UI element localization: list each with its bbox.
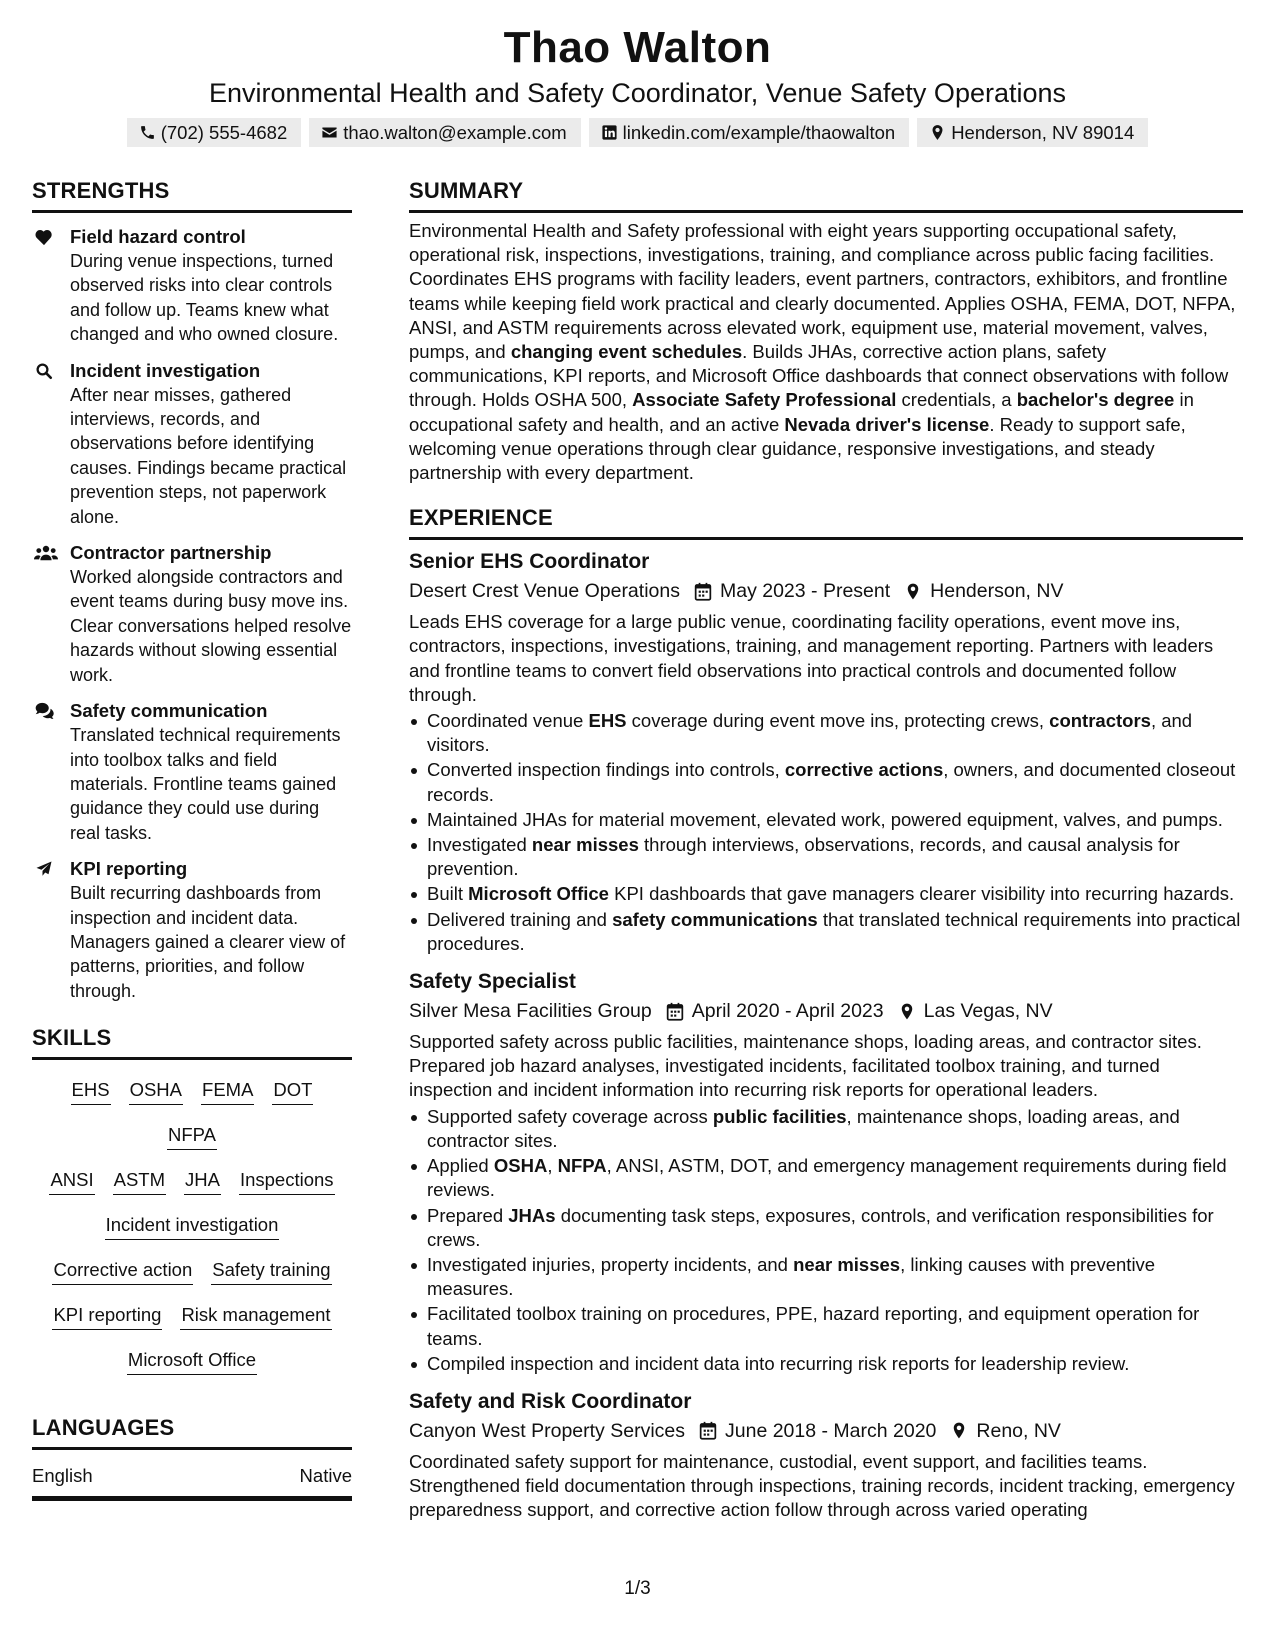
skills-row — [32, 1203, 352, 1248]
strength-title: Safety communication — [70, 700, 268, 722]
job-dates: June 2018 - March 2020 — [725, 1419, 937, 1442]
strength-title: Contractor partnership — [70, 542, 272, 564]
summary-text — [409, 219, 1243, 485]
summary-segment: . Builds JHAs, corrective action plans, safety communications, KPI reports, and Microsoft Office dashboards that connect observations with follow through. Holds OSHA 500, — [409, 341, 1229, 411]
bullet-highlight: public facilities — [712, 1105, 847, 1127]
summary-segment: . Ready to support safe, welcoming venue operations through clear guidance, responsive investigations, and steady partnership with every department. — [409, 413, 1186, 484]
job-title: Senior EHS Coordinator — [409, 550, 650, 574]
page-number: 1/3 — [624, 1578, 651, 1599]
languages-heading: LANGUAGES — [32, 1413, 352, 1450]
bullet-highlight: OSHA — [493, 1155, 548, 1177]
job-meta — [409, 1416, 1243, 1446]
skill-tag: Incident investigation — [105, 1211, 280, 1240]
location-text: Henderson, NV 89014 — [951, 121, 1135, 143]
skill-tag: KPI reporting — [52, 1301, 162, 1330]
comments-icon — [34, 702, 57, 720]
bullet-highlight: JHAs — [508, 1204, 556, 1226]
bullet-item — [409, 833, 1243, 881]
bullet-text: , ANSI, ASTM, DOT, and emergency management requirements during field reviews. — [427, 1155, 1227, 1201]
right-column — [409, 176, 1243, 1523]
contact-phone[interactable] — [127, 118, 302, 147]
phone-icon — [139, 124, 156, 141]
skill-tag: JHA — [184, 1166, 221, 1195]
candidate-title: Environmental Health and Safety Coordinator, Venue Safety Operations — [208, 78, 1067, 108]
summary-highlight: Nevada driver's license — [784, 413, 990, 435]
contact-bar — [0, 118, 1275, 147]
bullet-item — [409, 1204, 1243, 1252]
bullet-text: Converted inspection findings into controls, — [427, 759, 785, 781]
strength-item — [32, 225, 352, 347]
bullet-item — [409, 908, 1243, 956]
job-description: Supported safety across public facilities, maintenance shops, loading areas, and contractor sites. Prepared job hazard analyses, investigated incidents, facilitated toolbox training, and turned inspection and incident information into recurring risk reports for operational leaders. — [409, 1031, 1202, 1101]
contact-location — [917, 118, 1148, 147]
job-entry — [409, 1388, 1243, 1523]
skill-tag: Microsoft Office — [127, 1346, 257, 1375]
strength-item — [32, 541, 352, 687]
strength-desc: After near misses, gathered interviews, records, and observations before identifying causes. Findings became practical prevention steps, not paperwork alone. — [70, 384, 347, 527]
skills-row — [32, 1060, 352, 1158]
language-level: Native — [299, 1465, 352, 1487]
strength-desc: Worked alongside contractors and event teams during busy move ins. Clear conversations helped resolve hazards without slowing essential work. — [70, 567, 352, 685]
job-entry — [409, 968, 1243, 1376]
skill-tag: OSHA — [129, 1076, 183, 1105]
search-icon — [34, 362, 54, 380]
skill-tag: NFPA — [167, 1121, 217, 1150]
bullet-highlight: near misses — [793, 1253, 901, 1275]
bullet-text: , — [547, 1155, 558, 1177]
bullet-text: Maintained JHAs for material movement, elevated work, powered equipment, valves, and pumps. — [427, 808, 1223, 830]
skill-tag: ANSI — [49, 1166, 94, 1195]
map-pin-icon — [898, 1002, 916, 1021]
language-row — [32, 1464, 352, 1501]
skills-row — [32, 1338, 352, 1383]
email-text: thao.walton@example.com — [343, 121, 567, 143]
heart-icon — [34, 228, 54, 246]
phone-text: (702) 555-4682 — [160, 121, 288, 143]
bullet-text: Investigated injuries, property incidents, and — [427, 1253, 794, 1275]
strength-title: Field hazard control — [70, 226, 246, 247]
job-company: Canyon West Property Services — [409, 1419, 685, 1442]
bullet-text: Coordinated venue — [427, 710, 589, 732]
bullet-text: documenting task steps, exposures, controls, and verification responsibilities for crews. — [427, 1204, 1214, 1250]
bullet-highlight: contractors — [1049, 710, 1151, 732]
calendar-icon — [699, 1421, 717, 1440]
bullet-text: , maintenance shops, loading areas, and contractor sites. — [427, 1105, 1180, 1151]
strength-desc: Built recurring dashboards from inspection and incident data. Managers gained a clearer view of patterns, priorities, and follow through. — [70, 883, 346, 1001]
bullet-text: Applied — [427, 1155, 494, 1177]
skills-row — [32, 1293, 352, 1338]
left-column — [32, 176, 352, 1523]
calendar-icon — [694, 582, 712, 601]
contact-email[interactable] — [309, 118, 580, 147]
summary-segment: credentials, a — [896, 389, 1017, 411]
bullet-highlight: EHS — [588, 710, 627, 732]
linkedin-icon — [601, 124, 618, 141]
job-location: Las Vegas, NV — [923, 1000, 1053, 1023]
strengths-list — [32, 225, 352, 1003]
bullet-item — [409, 709, 1243, 757]
job-bullets — [409, 1105, 1243, 1376]
users-icon — [34, 544, 58, 562]
job-description: Leads EHS coverage for a large public venue, coordinating facility operations, event move ins, contractors, inspections, investigations, training, and management reporting. Partners with leaders and frontline teams to convert field observations into practical controls and documented follow through. — [409, 611, 1214, 705]
bullet-item — [409, 1302, 1243, 1350]
job-company: Desert Crest Venue Operations — [409, 580, 680, 603]
bullet-item — [409, 1154, 1243, 1202]
strength-item — [32, 359, 352, 529]
job-description: Coordinated safety support for maintenance, custodial, event support, and facilities teams. Strengthened field documentation through inspections, training records, incident tracking, emergency preparedness support, and corrective action follow through across varied operating — [409, 1450, 1235, 1521]
bullet-text: Investigated — [427, 834, 532, 856]
bullet-text: Delivered training and — [427, 908, 613, 930]
bullet-item — [409, 1253, 1243, 1301]
bullet-highlight: Microsoft Office — [468, 883, 609, 905]
map-pin-icon — [950, 1421, 968, 1440]
bullet-text: Compiled inspection and incident data into recurring risk reports for leadership review. — [427, 1352, 1130, 1374]
bullet-highlight: near misses — [531, 834, 639, 856]
language-name: English — [32, 1465, 93, 1487]
bullet-text: , owners, and documented closeout records. — [427, 759, 1236, 805]
paper-plane-icon — [34, 860, 54, 878]
bullet-highlight: safety communications — [612, 908, 818, 930]
bullet-item — [409, 882, 1243, 906]
summary-segment: in occupational safety and health, and an active — [409, 389, 1194, 435]
summary-highlight: Associate Safety Professional — [632, 389, 897, 411]
skill-tag: Inspections — [239, 1166, 335, 1195]
summary-highlight: changing event schedules — [510, 341, 743, 363]
job-meta — [409, 576, 1243, 606]
skill-tag: DOT — [272, 1076, 313, 1105]
skills-row — [32, 1248, 352, 1293]
bullet-item — [409, 1352, 1243, 1376]
job-meta — [409, 996, 1243, 1026]
contact-linkedin[interactable] — [589, 118, 910, 147]
job-dates: May 2023 - Present — [719, 580, 891, 603]
strength-desc: During venue inspections, turned observed risks into clear controls and follow up. Teams knew what changed and who owned closure. — [70, 251, 339, 345]
summary-highlight: bachelor's degree — [1016, 389, 1175, 411]
map-pin-icon — [929, 124, 946, 141]
resume-header — [0, 0, 1275, 147]
skill-tag: EHS — [71, 1076, 111, 1105]
map-pin-icon — [904, 582, 922, 601]
job-location: Reno, NV — [976, 1419, 1061, 1442]
strength-item — [32, 699, 352, 845]
bullet-highlight: corrective actions — [784, 759, 944, 781]
candidate-name: Thao Walton — [503, 23, 772, 72]
skill-tag: ASTM — [113, 1166, 166, 1195]
envelope-icon — [321, 124, 338, 141]
bullet-item — [409, 808, 1243, 832]
strength-title: KPI reporting — [70, 858, 188, 880]
skill-tag: Corrective action — [52, 1256, 193, 1285]
bullet-text: through interviews, observations, records, and causal analysis for prevention. — [427, 834, 1180, 880]
bullet-text: Facilitated toolbox training on procedures, PPE, hazard reporting, and equipment operation for teams. — [427, 1303, 1200, 1349]
experience-heading: EXPERIENCE — [409, 503, 1243, 540]
job-dates: April 2020 - April 2023 — [691, 1000, 884, 1023]
summary-heading: SUMMARY — [409, 176, 1243, 213]
bullet-text: Built — [427, 883, 469, 905]
bullet-text: KPI dashboards that gave managers clearer visibility into recurring hazards. — [608, 883, 1235, 905]
skills-row — [32, 1158, 352, 1203]
job-company: Silver Mesa Facilities Group — [409, 1000, 652, 1023]
bullet-text: , and visitors. — [427, 710, 1193, 756]
bullet-text: Prepared — [427, 1204, 509, 1226]
bullet-text: , linking causes with preventive measures. — [427, 1253, 1156, 1300]
job-title: Safety Specialist — [409, 970, 576, 994]
strength-desc: Translated technical requirements into toolbox talks and field materials. Frontline teams gained guidance they could use during real tasks. — [70, 725, 341, 843]
bullet-text: coverage during event move ins, protecting crews, — [626, 710, 1050, 732]
bullet-text: Supported safety coverage across — [427, 1105, 713, 1127]
calendar-icon — [666, 1002, 684, 1021]
skill-tag: Risk management — [180, 1301, 331, 1330]
strength-title: Incident investigation — [70, 359, 261, 381]
summary-segment: Environmental Health and Safety professional with eight years supporting occupational safety, operational risk, inspections, investigations, training, and compliance across public facing facilities. Coordinates EHS programs with facility leaders, event partners, contractors, exhibitors, and frontline teams while keeping field work practical and clearly documented. Applies OSHA, FEMA, DOT, NFPA, ANSI, and ASTM requirements across elevated work, equipment use, material movement, valves, pumps, and — [409, 220, 1236, 363]
job-entry — [409, 548, 1243, 956]
job-location: Henderson, NV — [930, 580, 1064, 603]
skills-heading: SKILLS — [32, 1023, 352, 1060]
bullet-highlight: NFPA — [557, 1155, 607, 1177]
linkedin-text: linkedin.com/example/thaowalton — [622, 121, 896, 143]
skill-tag: Safety training — [211, 1256, 331, 1285]
job-title: Safety and Risk Coordinator — [409, 1389, 692, 1413]
strength-item — [32, 857, 352, 1003]
strengths-heading: STRENGTHS — [32, 176, 352, 213]
job-bullets — [409, 709, 1243, 956]
skills-section — [32, 1060, 352, 1383]
bullet-item — [409, 758, 1243, 806]
bullet-item — [409, 1105, 1243, 1153]
bullet-text: that translated technical requirements into practical procedures. — [427, 908, 1241, 954]
skill-tag: FEMA — [201, 1076, 254, 1105]
experience-list — [409, 548, 1243, 1522]
